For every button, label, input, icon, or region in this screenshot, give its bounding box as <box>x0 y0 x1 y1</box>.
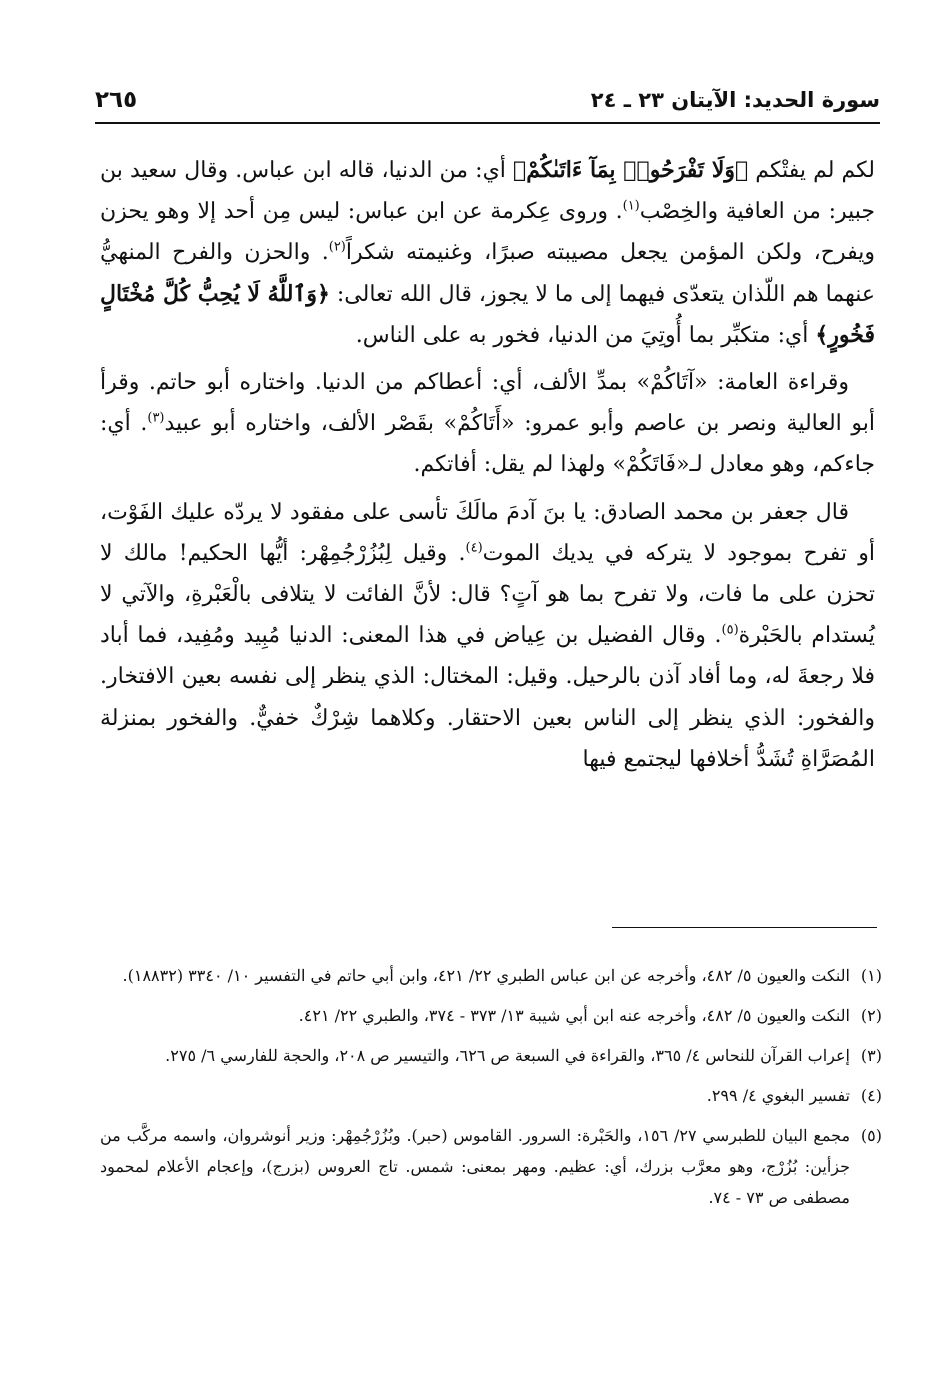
footnote-text: النكت والعيون ٥/ ٤٨٢، وأخرجه عن ابن عباس الطبري ٢٢/ ٤٢١، وابن أبي حاتم في التفسير ١٠/ ٣٣٤٠ (١٨٨٣٢). <box>122 966 850 985</box>
text-span: وقراءة العامة: «آتَاكُمْ» بمدِّ الألف، أي: أعطاكم من الدنيا. واختاره أبو حاتم. وقرأ أبو العالية ونصر بن عاصم وأبو عمرو: «أَتَاكُمْ» بقَصْر الألف، واختاره أبو عبيد <box>100 370 876 437</box>
text-span: . والحزن والفرح المنهيُّ عنهما هم اللّذان يتعدّى فيهما إلى ما لا يجوز، قال الله تعالى: <box>100 240 875 307</box>
footnote-number: (٥) <box>860 1126 882 1145</box>
page-number: ٢٦٥ <box>95 87 138 113</box>
footnote-ref: (٥) <box>721 622 739 638</box>
footnote-text: النكت والعيون ٥/ ٤٨٢، وأخرجه عنه ابن أبي شيبة ١٣/ ٣٧٣ - ٣٧٤، والطبري ٢٢/ ٤٢١. <box>298 1006 850 1025</box>
text-span: لكم لم يفتْكم <box>748 158 876 183</box>
footnote-text: إعراب القرآن للنحاس ٤/ ٣٦٥، والقراءة في السبعة ص ٦٢٦، والتيسير ص ٢٠٨، والحجة للفارسي ٦/ ٢٧٥. <box>165 1046 850 1065</box>
footnote-number: (٤) <box>860 1086 882 1105</box>
footnote-divider <box>612 927 877 928</box>
text-span: . وقال الفضيل بن عِياض في هذا المعنى: الدنيا مُبِيد ومُفِيد، فما أباد فلا رجعةَ له، وما أفاد آذن بالرحيل. وقيل: المختال: الذي ينظر إلى نفسه بعين الافتخار. والفخور: الذي ينظر إلى الناس بعين الاحتقار. وكلاهما شِرْكٌ خفيٌّ. والفخور بمنزلة المُصَرَّاةِ تُشَدُّ أخلافها ليجتمع فيها <box>100 623 875 772</box>
footnote-text: تفسير البغوي ٤/ ٢٩٩. <box>706 1086 850 1105</box>
paragraph-2 <box>100 362 875 486</box>
footnote-2 <box>100 1000 882 1031</box>
footnote-ref: (٤) <box>465 540 483 556</box>
text-span: أي: متكبِّر بما أُوتِيَ من الدنيا، فخور به على الناس. <box>355 322 816 348</box>
footnote-number: (٢) <box>860 1006 882 1025</box>
paragraph-3 <box>100 492 875 780</box>
footnote-number: (٣) <box>860 1046 882 1065</box>
footnote-ref: (٣) <box>147 410 165 426</box>
text-span: . أي: جاءكم، وهو معادل لـ«فَاتَكُمْ» ولهذا لم يقل: أفاتكم. <box>100 411 875 478</box>
footnote-5 <box>100 1120 882 1213</box>
page-header <box>95 78 880 122</box>
footnote-ref: (٢) <box>328 240 346 256</box>
main-text <box>100 150 875 780</box>
footnote-3 <box>100 1040 882 1071</box>
paragraph-1 <box>100 150 875 356</box>
footnote-1 <box>100 960 882 991</box>
text-span: . وقيل لِبُزُرْجُمِهْر: أيُّها الحكيم! مالك لا تحزن على ما فات، ولا تفرح بما هو آتٍ؟ قال: لأنَّ الفائت لا يتلافى بالْعَبْرةِ، والآتي لا يُستدام بالحَبْرة <box>100 540 875 649</box>
footnote-number: (١) <box>860 966 882 985</box>
footnote-4 <box>100 1080 882 1111</box>
text-span: أي: من الدنيا، قاله ابن عباس. وقال سعيد بن جبير: من العافية والخِصْب <box>100 158 875 225</box>
running-title: سورة الحديد: الآيتان ٢٣ ـ ٢٤ <box>590 88 880 112</box>
quran-verse: ﴿وَلَا تَفْرَحُوا۟ بِمَآ ءَاتَىٰكُمْ﴾ <box>513 157 749 183</box>
text-span: قال جعفر بن محمد الصادق: يا بنَ آدمَ مالَكَ تأسى على مفقود لا يردّه عليك الفَوْت، أو تفرح بموجود لا يتركه في يديك الموت <box>100 499 876 566</box>
footnote-text: مجمع البيان للطبرسي ٢٧/ ١٥٦، والحَبْرة: السرور. القاموس (حبر). وبُزُرْجُمِهْر: وزير أنوشروان، واسمه مركَّب من جزأين: بُزُرْج، وهو معرَّب بزرك، أي: عظيم. ومهر بمعنى: شمس. تاج العروس (بزرج)، وإعجام الأعلام لمحمود مصطفى ص ٧٣ - ٧٤. <box>100 1126 851 1207</box>
quran-verse: ﴿وَٱللَّهُ لَا يُحِبُّ كُلَّ مُخْتَالٍ فَخُورٍ﴾ <box>100 280 875 348</box>
text-span: . وروى عِكرمة عن ابن عباس: ليس مِن أحد إلا وهو يحزن ويفرح، ولكن المؤمن يجعل مصيبته صبرًا، وغنيمته شكراً <box>100 199 875 266</box>
footnote-ref: (١) <box>622 198 640 214</box>
header-divider <box>95 122 880 124</box>
footnotes <box>100 960 882 1222</box>
